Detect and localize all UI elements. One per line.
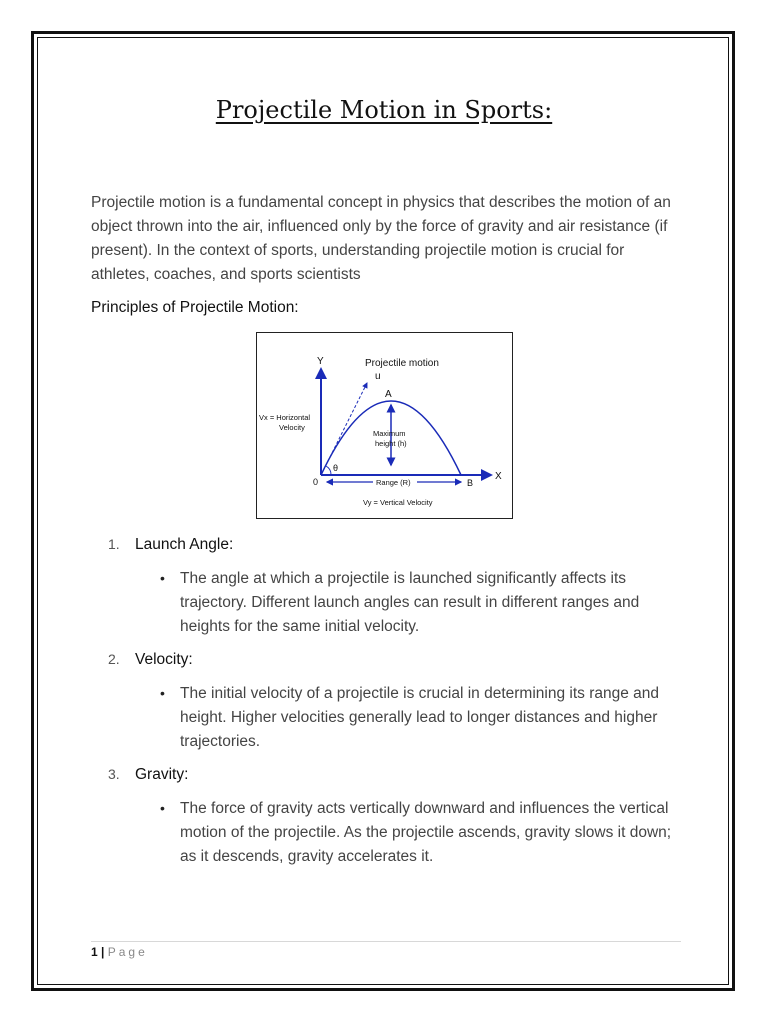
bullet-icon: • [160,570,165,586]
list-item-launch-angle [108,536,233,554]
max-height-label-line1: Maximum [373,429,406,438]
velocity-u-label: u [375,371,381,382]
point-b-label: B [467,478,474,488]
bullet-icon: • [160,800,165,816]
projectile-motion-figure [256,332,513,519]
intro-paragraph: Projectile motion is a fundamental concept in physics that describes the motion of an object thrown into the air, influenced only by the force of gravity and air resistance (if present). In the context of sports, understanding projectile motion is crucial for athletes, coaches, and sports scientists [91,194,671,283]
angle-arc [326,466,331,475]
launch-velocity-arrow [321,383,367,475]
bullet-icon: • [160,685,165,701]
origin-label: 0 [313,477,319,487]
vx-label-line2: Velocity [279,423,305,432]
peak-a-label: A [385,389,392,400]
bullet-text: The angle at which a projectile is launched significantly affects its trajectory. Different launch angles can result in different ranges and heights for the same initial velocity. [180,570,640,635]
x-axis-label: X [495,471,502,482]
list-label: Launch Angle: [135,536,234,553]
list-number: 1. [108,536,120,552]
footer-separator: | [101,945,105,959]
bullet-text: The force of gravity acts vertically downward and influences the vertical motion of the projectile. As the projectile ascends, gravity slows it down; as it descends, gravity accelerates it. [180,800,672,865]
list-item-gravity [108,766,188,784]
list-label: Gravity: [135,766,189,783]
page-title: Projectile Motion in Sports: [215,96,553,124]
vy-label: Vy = Vertical Velocity [363,498,433,507]
vx-label-line1: Vx = Horizontal [259,413,311,422]
list-number: 2. [108,651,120,667]
list-number: 3. [108,766,120,782]
range-label: Range (R) [376,478,411,487]
footer-divider [91,941,681,942]
page-footer [91,945,148,959]
page-word: Page [107,945,148,959]
theta-label: θ [333,463,339,473]
bullet-text: The initial velocity of a projectile is crucial in determining its range and height. Higher velocities generally lead to longer distances and higher trajectories. [180,685,660,750]
list-label: Velocity: [135,651,193,668]
list-item-velocity [108,651,193,669]
principles-heading: Principles of Projectile Motion: [91,299,299,316]
page-number: 1 [91,945,98,959]
diagram-title: Projectile motion [365,358,439,369]
projectile-diagram [257,333,512,518]
max-height-label-line2: height (h) [375,439,407,448]
y-axis-label: Y [317,356,324,367]
